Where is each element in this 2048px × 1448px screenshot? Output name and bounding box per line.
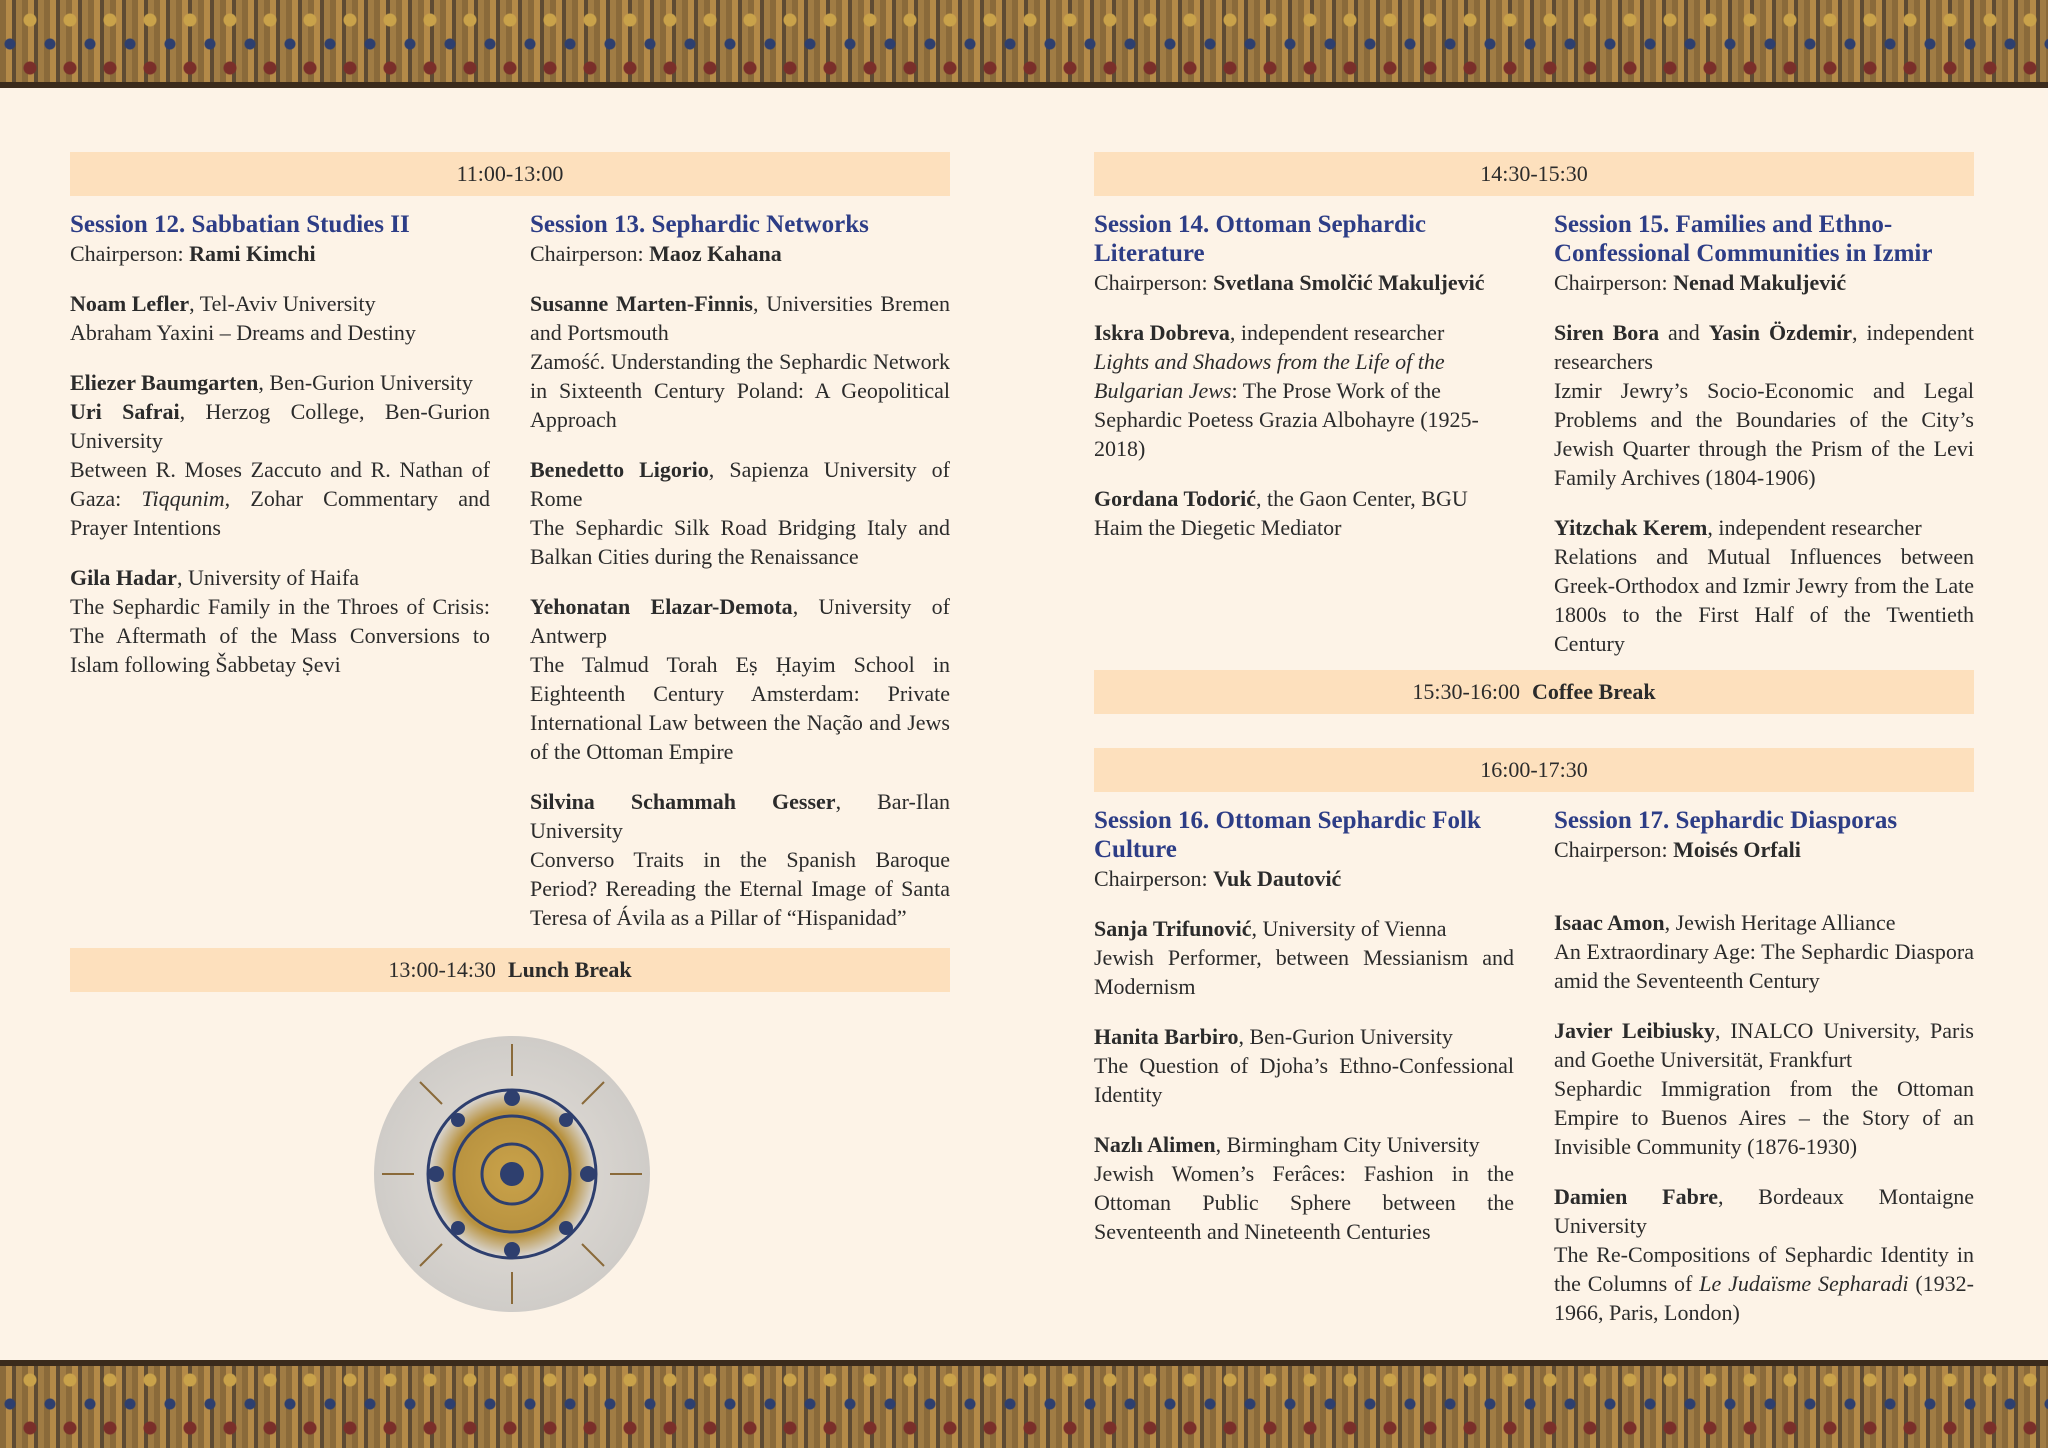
time-bar-11-13 <box>70 152 950 196</box>
decorative-rosette-image <box>374 1036 650 1312</box>
session-title: Session 12. Sabbatian Studies II <box>70 211 410 238</box>
coffee-break-bar <box>1094 670 1974 714</box>
sessions-12-13 <box>70 210 950 932</box>
time-label: 16:00-17:30 <box>1480 757 1588 782</box>
top-ornamental-border <box>0 0 2048 88</box>
time-bar-16-1730 <box>1094 748 1974 792</box>
left-page <box>70 152 950 992</box>
chairperson: Chairperson: Maoz Kahana <box>530 241 782 266</box>
session-title: Session 13. Sephardic Networks <box>530 211 869 238</box>
session-12 <box>70 210 490 932</box>
talk-item: Sanja Trifunović, University of Vienna Jewish Performer, between Messianism and Modernism <box>1094 916 1514 999</box>
talk-item: Yitzchak Kerem, independent researcher Relations and Mutual Influences between Greek-Orthodox and Izmir Jewry from the Late 1800s to the First Half of the Twentieth Century <box>1554 515 1974 656</box>
chairperson: Chairperson: Svetlana Smolčić Makuljević <box>1094 270 1485 295</box>
talk-item: Hanita Barbiro, Ben-Gurion University The Question of Djoha’s Ethno-Confessional Identity <box>1094 1024 1514 1107</box>
session-17 <box>1554 806 1974 1327</box>
lunch-break-bar <box>70 948 950 992</box>
time-label: 15:30-16:00 <box>1412 679 1520 704</box>
session-16 <box>1094 806 1514 1327</box>
talk-item: Isaac Amon, Jewish Heritage Alliance An Extraordinary Age: The Sephardic Diaspora amid the Seventeenth Century <box>1554 910 1974 993</box>
session-title: Session 14. Ottoman Sephardic Literature <box>1094 211 1426 267</box>
talk-item: Javier Leibiusky, INALCO University, Paris and Goethe Universität, Frankfurt Sephardic Immigration from the Ottoman Empire to Buenos Aires – the Story of an Invisible Community (1876-1930) <box>1554 1018 1974 1159</box>
talk-item: Damien Fabre, Bordeaux Montaigne University The Re-Compositions of Sephardic Identity in the Columns of Le Judaïsme Sepharadi (1932-1966, Paris, London) <box>1554 1184 1974 1325</box>
chairperson: Chairperson: Moisés Orfali <box>1554 837 1801 862</box>
sessions-16-17 <box>1094 806 1974 1327</box>
time-label: 11:00-13:00 <box>456 161 564 186</box>
time-label: 14:30-15:30 <box>1480 161 1588 186</box>
talk-item: Iskra Dobreva, independent researcher Lights and Shadows from the Life of the Bulgarian Jews: The Prose Work of the Sephardic Poetess Grazia Albohayre (1925-2018) <box>1094 320 1479 461</box>
chairperson: Chairperson: Vuk Dautović <box>1094 866 1342 891</box>
session-13 <box>530 210 950 932</box>
chairperson: Chairperson: Rami Kimchi <box>70 241 316 266</box>
session-title: Session 16. Ottoman Sephardic Folk Culture <box>1094 807 1481 863</box>
session-title: Session 17. Sephardic Diasporas <box>1554 807 1898 834</box>
talk-item: Nazlı Alimen, Birmingham City University Jewish Women’s Ferâces: Fashion in the Ottoman Public Sphere between the Seventeenth and Nineteenth Centuries <box>1094 1132 1514 1244</box>
talk-item: Siren Bora and Yasin Özdemir, independent researchers Izmir Jewry’s Socio-Economic and Legal Problems and the Boundaries of the City’s Jewish Quarter through the Prism of the Levi Family Archives (1804-1906) <box>1554 320 1974 490</box>
talk-item: Eliezer Baumgarten, Ben-Gurion University Uri Safrai, Herzog College, Ben-Gurion University Between R. Moses Zaccuto and R. Nathan of Gaza: Tiqqunim, Zohar Commentary and Prayer Intentions <box>70 370 491 540</box>
talk-item: Silvina Schammah Gesser, Bar-Ilan University Converso Traits in the Spanish Baroque Period? Rereading the Eternal Image of Santa Teresa of Ávila as a Pillar of “Hispanidad” <box>530 789 950 930</box>
sessions-14-15 <box>1094 210 1974 658</box>
break-label: Lunch Break <box>507 957 632 982</box>
talk-item: Benedetto Ligorio, Sapienza University of Rome The Sephardic Silk Road Bridging Italy and Balkan Cities during the Renaissance <box>530 457 950 569</box>
right-page <box>1094 152 1974 1327</box>
talk-item: Gordana Todorić, the Gaon Center, BGU Haim the Diegetic Mediator <box>1094 486 1468 540</box>
session-15 <box>1554 210 1974 658</box>
bottom-ornamental-border <box>0 1360 2048 1448</box>
break-label: Coffee Break <box>1531 679 1656 704</box>
session-title: Session 15. Families and Ethno-Confessional Communities in Izmir <box>1554 211 1933 267</box>
talk-item: Gila Hadar, University of Haifa The Sephardic Family in the Throes of Crisis: The Aftermath of the Mass Conversions to Islam following Šabbetay Ṣevi <box>70 565 490 677</box>
talk-item: Yehonatan Elazar-Demota, University of Antwerp The Talmud Torah Eṣ Ḥayim School in Eighteenth Century Amsterdam: Private International Law between the Nação and Jews of the Ottoman Empire <box>530 594 950 764</box>
session-14 <box>1094 210 1514 658</box>
time-bar-1430-1530 <box>1094 152 1974 196</box>
chairperson: Chairperson: Nenad Makuljević <box>1554 270 1847 295</box>
time-label: 13:00-14:30 <box>388 957 496 982</box>
talk-item: Susanne Marten-Finnis, Universities Bremen and Portsmouth Zamość. Understanding the Sephardic Network in Sixteenth Century Poland: A Geopolitical Approach <box>530 291 950 432</box>
talk-item: Noam Lefler, Tel-Aviv University Abraham Yaxini – Dreams and Destiny <box>70 291 416 345</box>
